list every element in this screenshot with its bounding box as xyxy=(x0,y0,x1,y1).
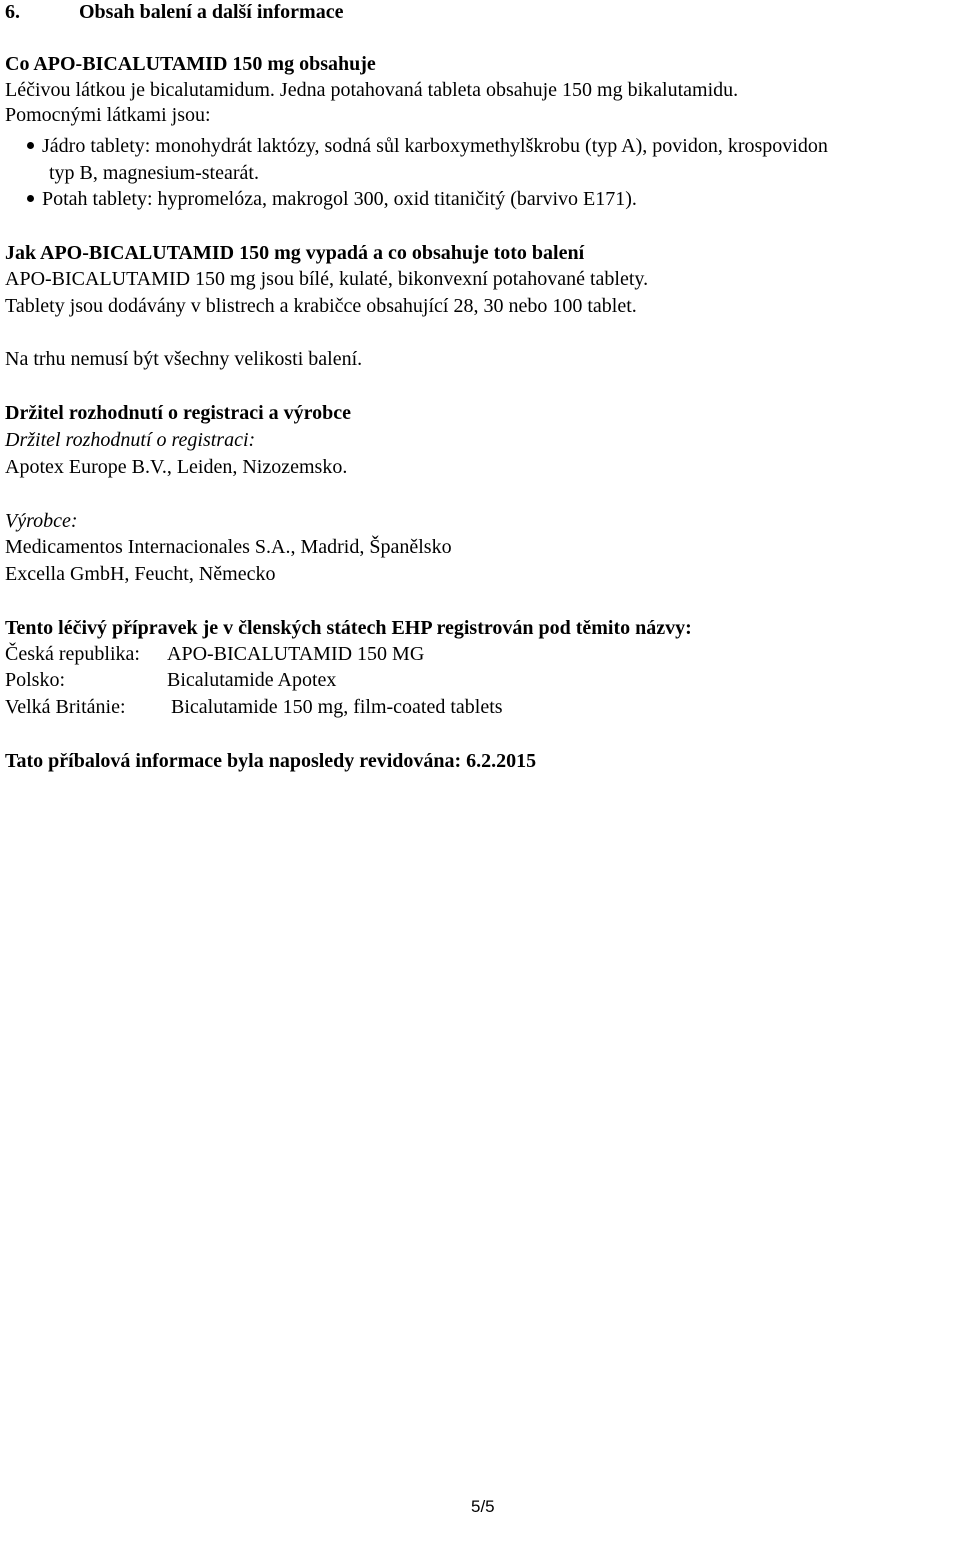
registration-name: Bicalutamide 150 mg, film-coated tablets xyxy=(171,696,503,718)
registration-country: Velká Británie: xyxy=(5,696,126,718)
registration-heading: Tento léčivý přípravek je v členských státech EHP registrován pod těmito názvy: xyxy=(5,617,692,639)
appearance-line1: APO-BICALUTAMID 150 mg jsou bílé, kulaté, bikonvexní potahované tablety. xyxy=(5,268,649,290)
revision-text: Tato příbalová informace byla naposledy revidována: 6.2.2015 xyxy=(5,750,537,772)
registration-country: Česká republika: xyxy=(5,643,140,665)
manufacturer-1: Medicamentos Internacionales S.A., Madrid, Španělsko xyxy=(5,536,452,558)
registration-name: APO-BICALUTAMID 150 MG xyxy=(167,643,425,665)
bullet-core-line2: typ B, magnesium-stearát. xyxy=(49,162,259,184)
section-heading xyxy=(5,0,343,24)
bullet-icon xyxy=(27,195,34,202)
holder-label: Držitel rozhodnutí o registraci: xyxy=(5,429,256,451)
contents-heading: Co APO-BICALUTAMID 150 mg obsahuje xyxy=(5,53,376,75)
page-number: 5/5 xyxy=(471,1497,495,1516)
registration-country: Polsko: xyxy=(5,669,66,691)
registration-row xyxy=(5,642,424,666)
manufacturer-label: Výrobce: xyxy=(5,510,78,532)
excipients-intro: Pomocnými látkami jsou: xyxy=(5,104,211,126)
section-title: Obsah balení a další informace xyxy=(79,1,344,23)
bullet-core-line1: Jádro tablety: monohydrát laktózy, sodná sůl karboxymethylškrobu (typ A), povidon, krospovidon xyxy=(42,135,828,157)
registration-row xyxy=(5,695,503,719)
manufacturer-2: Excella GmbH, Feucht, Německo xyxy=(5,563,276,585)
holder-heading: Držitel rozhodnutí o registraci a výrobce xyxy=(5,402,352,424)
active-substance-text: Léčivou látkou je bicalutamidum. Jedna potahovaná tableta obsahuje 150 mg bikalutamidu. xyxy=(5,79,739,101)
section-number: 6. xyxy=(5,1,20,23)
bullet-icon xyxy=(27,142,34,149)
appearance-line3: Na trhu nemusí být všechny velikosti balení. xyxy=(5,348,363,370)
registration-row xyxy=(5,668,336,692)
appearance-heading: Jak APO-BICALUTAMID 150 mg vypadá a co obsahuje toto balení xyxy=(5,242,585,264)
holder-value: Apotex Europe B.V., Leiden, Nizozemsko. xyxy=(5,456,348,478)
appearance-line2: Tablety jsou dodávány v blistrech a krabičce obsahující 28, 30 nebo 100 tablet. xyxy=(5,295,637,317)
bullet-coating: Potah tablety: hypromelóza, makrogol 300, oxid titaničitý (barvivo E171). xyxy=(42,188,637,210)
registration-name: Bicalutamide Apotex xyxy=(167,669,337,691)
